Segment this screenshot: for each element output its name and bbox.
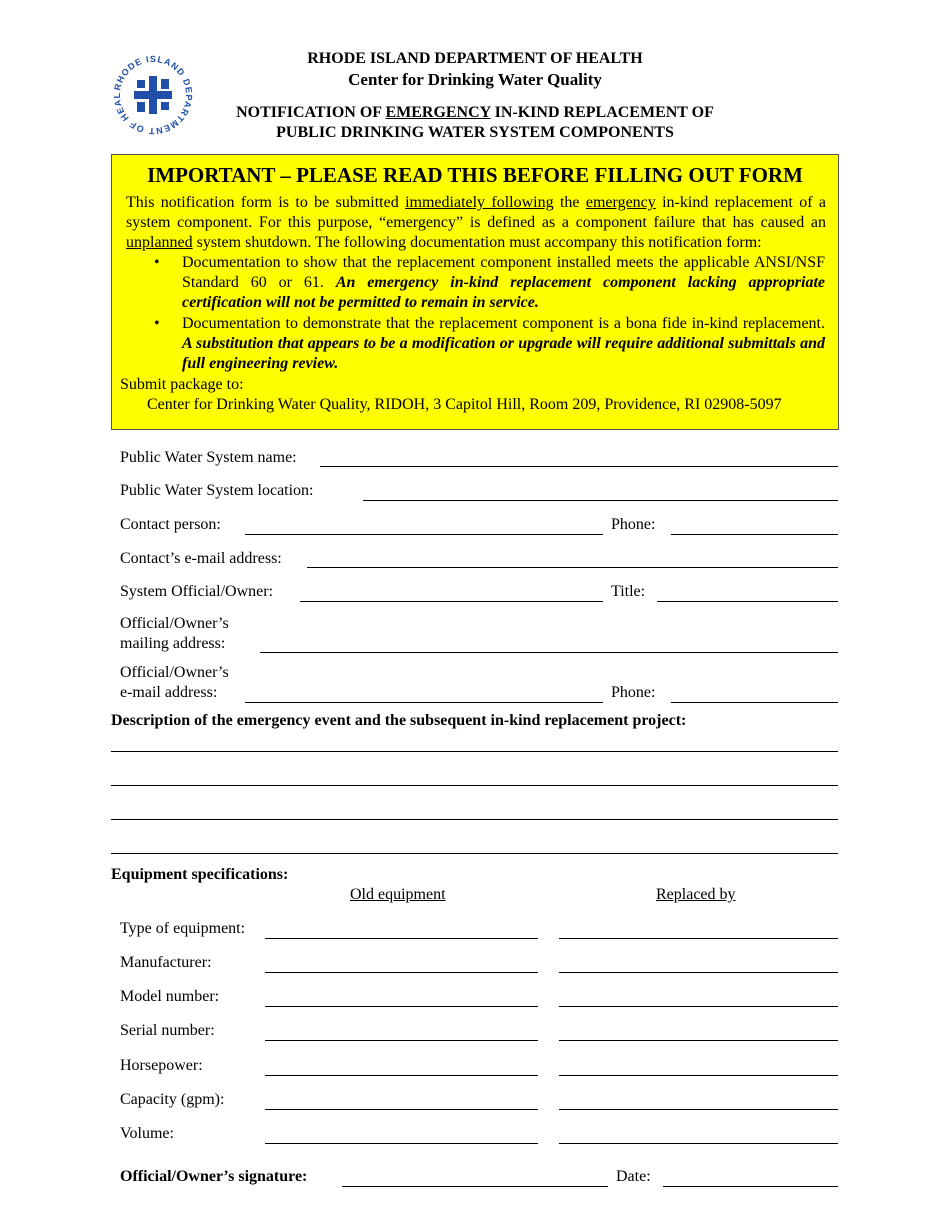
new-horsepower-field[interactable]	[559, 1075, 838, 1076]
notice-text: system shutdown. The following documentation must accompany this notification form:	[192, 234, 762, 251]
org-name: RHODE ISLAND DEPARTMENT OF HEALTH	[307, 50, 643, 67]
new-volume-field[interactable]	[559, 1143, 838, 1144]
signature-field[interactable]	[342, 1186, 608, 1187]
description-line-2[interactable]	[111, 785, 838, 786]
notice-text: in-kind replacement of a system component. For this purpose, “emergency” is defined as a component failure that has caused an	[126, 194, 826, 231]
old-volume-field[interactable]	[265, 1143, 538, 1144]
equipment-row-label: Capacity (gpm):	[120, 1091, 225, 1108]
old-serial-field[interactable]	[265, 1040, 538, 1041]
equipment-heading: Equipment specifications:	[111, 866, 289, 883]
date-label: Date:	[616, 1168, 651, 1185]
important-notice	[111, 154, 839, 430]
official-mailing-field[interactable]	[260, 652, 838, 653]
bullet-2-emphasis: A substitution that appears to be a modification or upgrade will require additional submittals and full engineering review.	[182, 335, 825, 372]
new-capacity-field[interactable]	[559, 1109, 838, 1110]
contact-person-field[interactable]	[245, 534, 603, 535]
old-horsepower-field[interactable]	[265, 1075, 538, 1076]
contact-person-label: Contact person:	[120, 516, 221, 533]
notice-text: the	[553, 194, 586, 211]
pws-location-label: Public Water System location:	[120, 482, 314, 499]
equipment-row-label: Manufacturer:	[120, 954, 212, 971]
pws-name-label: Public Water System name:	[120, 449, 297, 466]
contact-email-label: Contact’s e-mail address:	[120, 550, 282, 567]
notice-text: This notification form is to be submitted	[126, 194, 406, 211]
pws-location-field[interactable]	[363, 500, 838, 501]
bullet-marker: •	[154, 315, 160, 332]
notice-heading: IMPORTANT – PLEASE READ THIS BEFORE FILLING OUT FORM	[147, 163, 803, 187]
equipment-row-label: Horsepower:	[120, 1057, 203, 1074]
date-field[interactable]	[663, 1186, 838, 1187]
old-equipment-header: Old equipment	[350, 886, 446, 903]
title-label: Title:	[611, 583, 646, 600]
bullet-1-emphasis: An emergency in-kind replacement component lacking appropriate certification will not be permitted to remain in service.	[182, 274, 826, 311]
bullet-1-text: Documentation to show that the replacement component installed meets the applicable ANSI/NSF Standard 60 or 61.	[182, 254, 825, 291]
submit-label: Submit package to:	[120, 376, 244, 393]
form-title-line2: PUBLIC DRINKING WATER SYSTEM COMPONENTS	[276, 124, 674, 141]
new-type-field[interactable]	[559, 938, 838, 939]
new-manufacturer-field[interactable]	[559, 972, 838, 973]
notice-paragraph	[126, 193, 826, 253]
notice-bullet-1	[182, 253, 825, 313]
official-mailing-label-1: Official/Owner’s	[120, 615, 229, 632]
contact-email-field[interactable]	[307, 567, 838, 568]
notice-underline: emergency	[585, 194, 656, 211]
signature-label: Official/Owner’s signature:	[120, 1168, 308, 1185]
center-name: Center for Drinking Water Quality	[348, 70, 602, 89]
description-line-1[interactable]	[111, 751, 838, 752]
pws-name-field[interactable]	[320, 466, 838, 467]
submit-address: Center for Drinking Water Quality, RIDOH, 3 Capitol Hill, Room 209, Providence, RI 02908-5097	[147, 396, 782, 413]
equipment-row-label: Type of equipment:	[120, 920, 246, 937]
official-email-label-2: e-mail address:	[120, 684, 218, 701]
system-official-label: System Official/Owner:	[120, 583, 274, 600]
official-mailing-label-2: mailing address:	[120, 635, 226, 652]
description-heading: Description of the emergency event and the subsequent in-kind replacement project:	[111, 712, 687, 729]
new-model-field[interactable]	[559, 1006, 838, 1007]
phone-label: Phone:	[611, 516, 656, 533]
form-title-post: IN-KIND REPLACEMENT OF	[490, 104, 714, 121]
old-model-field[interactable]	[265, 1006, 538, 1007]
form-title	[0, 104, 950, 122]
phone-field[interactable]	[671, 534, 838, 535]
equipment-row-label: Volume:	[120, 1125, 174, 1142]
phone2-label: Phone:	[611, 684, 656, 701]
official-email-label-1: Official/Owner’s	[120, 664, 229, 681]
equipment-row-label: Serial number:	[120, 1022, 215, 1039]
equipment-row-label: Model number:	[120, 988, 220, 1005]
notice-bullet-2	[182, 314, 825, 374]
phone2-field[interactable]	[671, 702, 838, 703]
old-manufacturer-field[interactable]	[265, 972, 538, 973]
notice-underline: unplanned	[126, 234, 193, 251]
system-official-field[interactable]	[300, 601, 603, 602]
description-line-4[interactable]	[111, 853, 838, 854]
notice-underline: immediately following	[405, 194, 554, 211]
bullet-marker: •	[154, 254, 160, 271]
old-capacity-field[interactable]	[265, 1109, 538, 1110]
official-email-field[interactable]	[245, 702, 603, 703]
svg-text:RHODE ISLAND DEPARTMENT OF HEA: RHODE ISLAND DEPARTMENT OF HEAL	[111, 53, 195, 137]
description-line-3[interactable]	[111, 819, 838, 820]
replaced-by-header: Replaced by	[656, 886, 736, 903]
form-title-emphasis: EMERGENCY	[385, 104, 491, 121]
bullet-2-text: Documentation to demonstrate that the replacement component is a bona fide in-kind replacement.	[182, 315, 825, 332]
title-field[interactable]	[657, 601, 838, 602]
form-title-pre: NOTIFICATION OF	[236, 104, 386, 121]
old-type-field[interactable]	[265, 938, 538, 939]
new-serial-field[interactable]	[559, 1040, 838, 1041]
